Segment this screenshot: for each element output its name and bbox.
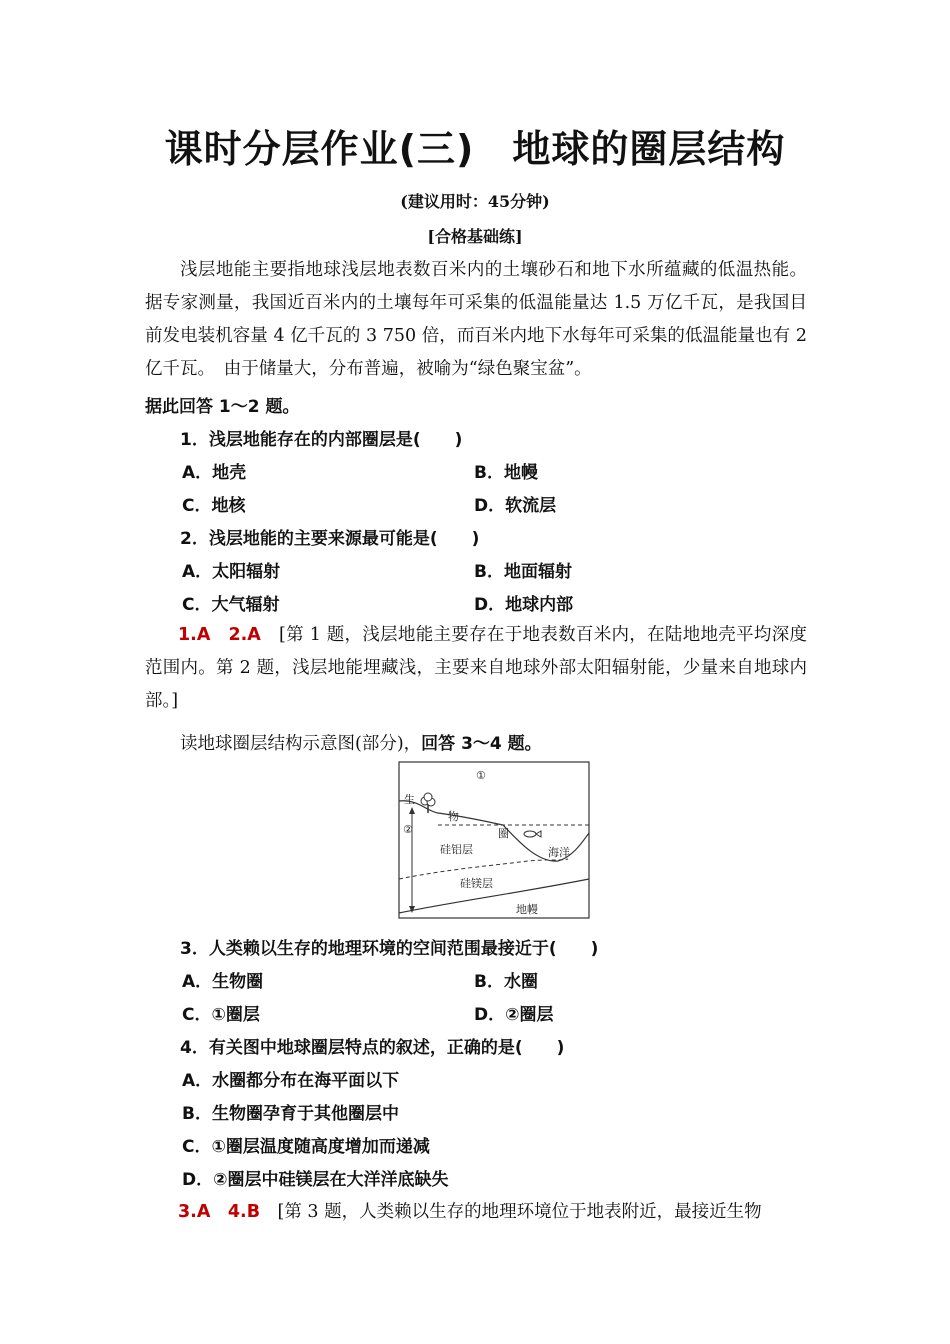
title-sub: 地球的圈层结构 <box>512 127 786 171</box>
q4-option-c: C．①圈层温度随高度增加而递减 <box>182 1137 430 1157</box>
q3-stem: 3．人类赖以生存的地理环境的空间范围最接近于( ) <box>180 939 599 959</box>
answer-1-2-text: [第 1 题，浅层地能主要存在于地表数百米内，在陆地地壳平均深度范围内。第 2 题，浅层地能埋藏浅，主要来自地球外部太阳辐射能，少量来自地球内部。] <box>145 625 807 711</box>
earth-layers-diagram <box>398 761 590 919</box>
label-sial: 硅铝层 <box>440 843 473 856</box>
figure-intro <box>180 729 542 755</box>
q4-stem: 4．有关图中地球圈层特点的叙述，正确的是( ) <box>180 1038 565 1058</box>
answer-1-2 <box>145 619 807 718</box>
answer-1-2-key: 1.A 2.A <box>178 625 261 645</box>
q1-option-d: D．软流层 <box>474 496 557 516</box>
q2-option-a: A．太阳辐射 <box>182 562 281 582</box>
label-layer-1: ① <box>476 769 486 782</box>
q4-option-d: D．②圈层中硅镁层在大洋洋底缺失 <box>182 1170 449 1190</box>
q2-option-d: D．地球内部 <box>474 595 574 615</box>
q4-option-b: B．生物圈孕育于其他圈层中 <box>182 1104 399 1124</box>
q4-option-a: A．水圈都分布在海平面以下 <box>182 1071 400 1091</box>
q1-option-b: B．地幔 <box>474 463 538 483</box>
q3-option-b: B．水圈 <box>474 972 538 992</box>
time-note: (建议用时：45分钟) <box>400 192 550 211</box>
figure-intro-bold: 回答 3～4 题。 <box>421 734 542 754</box>
q1-option-a: A．地壳 <box>182 463 247 483</box>
passage-1-text: 浅层地能主要指地球浅层地表数百米内的土壤砂石和地下水所蕴藏的低温热能。据专家测量，我国近百米内的土壤每年可采集的低温能量达 1.5 万亿千瓦，是我国目前发电装机容量 4 亿千瓦的 3 750 倍，而百米内地下水每年可采集的低温能量也有 2 亿千瓦。 由于储量大，分布普遍，被喻为“绿色聚宝盆”。 <box>145 260 807 379</box>
label-mantle: 地幔 <box>516 903 538 916</box>
label-ocean: 海洋 <box>548 846 570 859</box>
passage-1 <box>145 254 807 386</box>
diagram-frame <box>399 762 589 918</box>
label-layer-2: ② <box>403 823 413 836</box>
label-bio-2: 物 <box>448 810 459 823</box>
q1-stem: 1．浅层地能存在的内部圈层是( ) <box>180 430 463 450</box>
q2-option-c: C．大气辐射 <box>182 595 280 615</box>
q1-option-c: C．地核 <box>182 496 246 516</box>
answer-3-4-text: [第 3 题，人类赖以生存的地理环境位于地表附近，最接近生物 <box>277 1202 762 1222</box>
q3-option-c: C．①圈层 <box>182 1005 260 1025</box>
answer-3-4-key: 3.A 4.B <box>178 1202 261 1222</box>
label-bio-3: 圈 <box>498 827 509 840</box>
q3-option-a: A．生物圈 <box>182 972 264 992</box>
title-main: 课时分层作业(三) <box>164 127 475 171</box>
q2-option-b: B．地面辐射 <box>474 562 572 582</box>
q3-option-d: D．②圈层 <box>474 1005 554 1025</box>
label-sima: 硅镁层 <box>460 877 493 890</box>
q2-stem: 2．浅层地能的主要来源最可能是( ) <box>180 529 480 549</box>
label-bio-1: 生 <box>404 793 415 806</box>
section-heading: [合格基础练] <box>427 227 523 246</box>
figure-intro-text: 读地球圈层结构示意图(部分)， <box>180 734 422 754</box>
answer-3-4 <box>178 1198 762 1223</box>
passage-1-prompt: 据此回答 1～2 题。 <box>145 397 300 417</box>
page-title <box>0 118 950 173</box>
